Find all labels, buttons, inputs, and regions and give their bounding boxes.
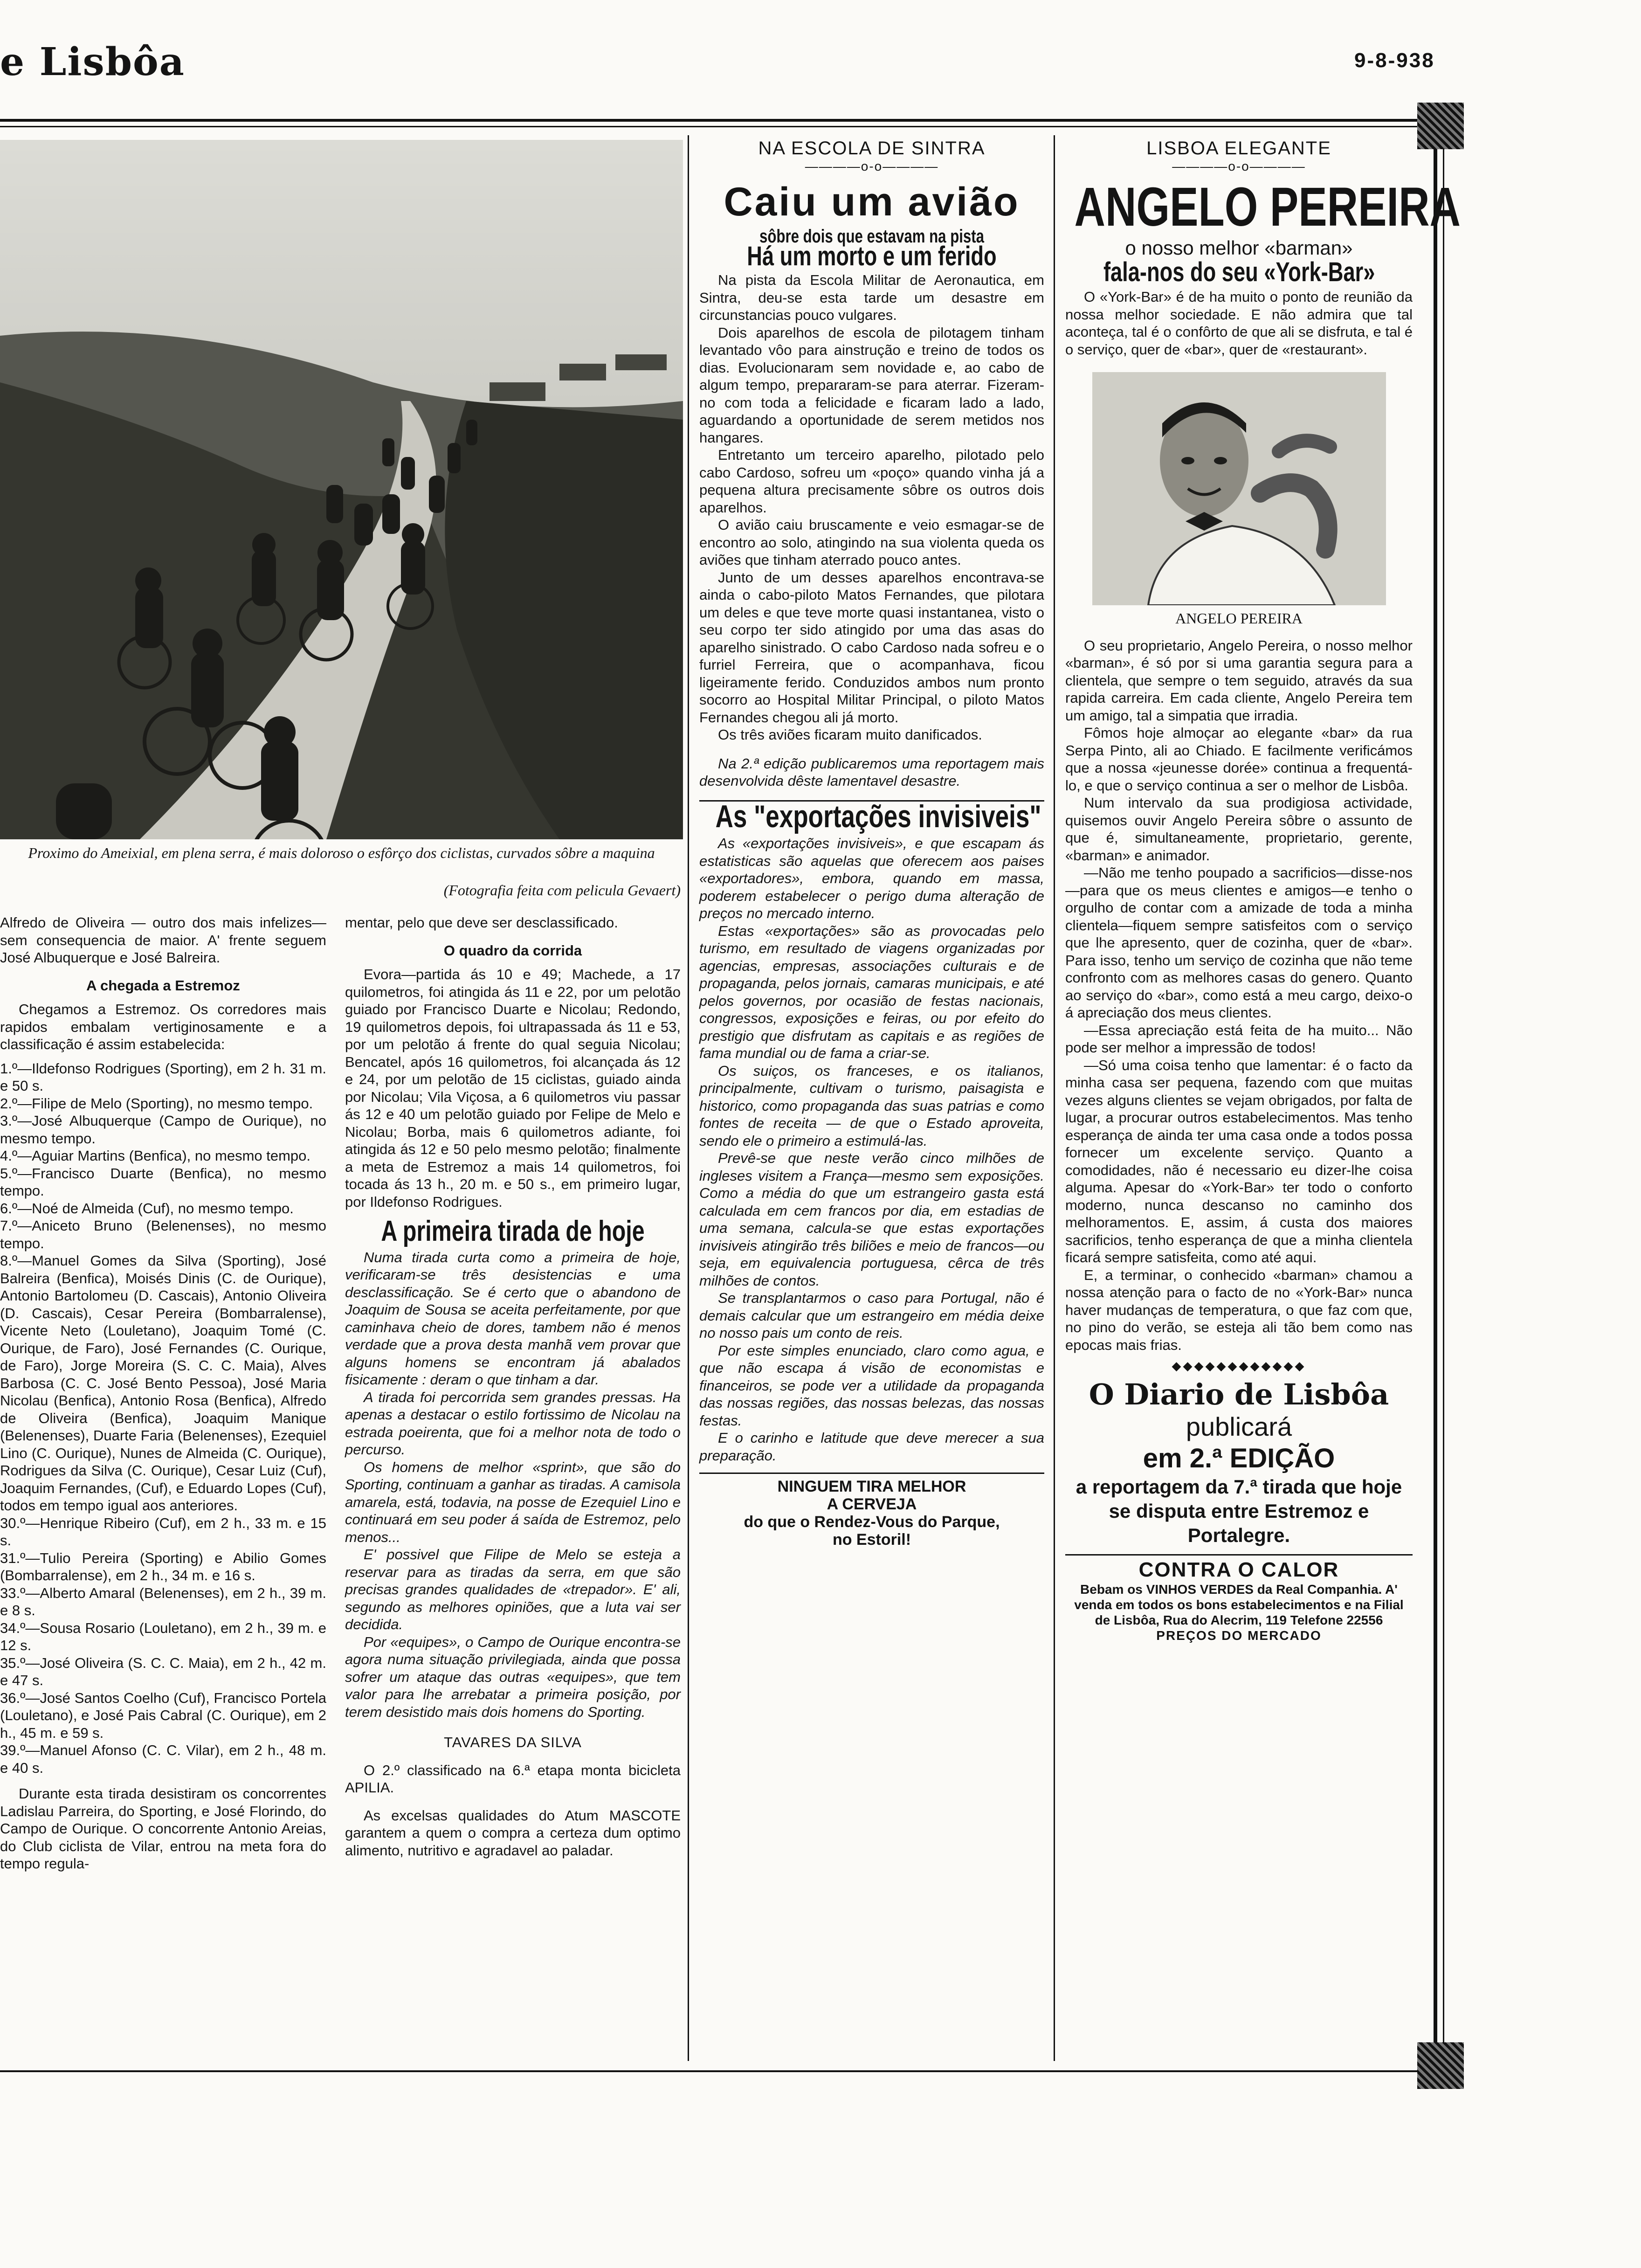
column-rule-2-3 — [688, 135, 689, 2061]
beer-ad-line: no Estoril! — [832, 1531, 911, 1549]
barman-portrait-illustration — [1092, 372, 1386, 605]
apilia-note: O 2.º classificado na 6.ª etapa monta bicicleta APILIA. — [345, 1762, 681, 1796]
cycling-report-column-1 — [0, 914, 326, 1873]
tirada-paragraph: A tirada foi percorrida sem grandes pressas. Ha apenas a destacar o estilo fortissimo de Nicolau na estrada poeirenta, que foi a melhor nota de todo o percurso. — [345, 1389, 681, 1458]
headline-exportacoes: As "exportações invisiveis" — [715, 798, 1041, 834]
header-rule-top — [0, 119, 1417, 122]
promo-line: em 2.ª EDIÇÃO — [1143, 1443, 1335, 1473]
york-intro: O «York-Bar» é de ha muito o ponto de reunião da nossa melhor sociedade. E não admira que tal aconteça, tal é o confôrto de que ali se disfruta, e tal é o serviço, quer de «bar», quer de «restaurant». — [1065, 289, 1413, 358]
result-row: 39.º—Manuel Afonso (C. C. Vilar), em 2 h., 48 m. e 40 s. — [0, 1742, 326, 1776]
ad-divider — [699, 1473, 1044, 1474]
york-paragraph: E, a terminar, o conhecido «barman» chamou a nossa atenção para o facto de no «York-Bar» nunca haver mudanças de temperatura, o que faz com que, no pino do verão, se esteja ali tão bem como nas epocas mais frias. — [1065, 1266, 1413, 1353]
column-rule-3-4 — [1054, 135, 1055, 2061]
beer-ad-line: A CERVEJA — [827, 1495, 917, 1513]
exportacoes-paragraph: Se transplantarmos o caso para Portugal, não é demais calcular que um estrangeiro em média deixe no nosso pais um conto de reis. — [699, 1290, 1044, 1341]
kicker-sintra: NA ESCOLA DE SINTRA — [758, 138, 986, 159]
exportacoes-paragraph: Os suiços, os franceses, e os italianos, principalmente, cultivam o turismo, paisagista e historico, como propaganda das suas patrias e como fontes de receita — de que o Estado aproveita, sendo ele o primeiro a estimulá-las. — [699, 1062, 1044, 1149]
york-paragraph: —Só uma coisa tenho que lamentar: é o facto da minha casa ser pequena, fazendo com que muitas vezes alguns clientes se vejam obrigados, por falta de lugar, a procurar outros estabelecimentos. Mas tenho esperança de ainda ter uma casa onde a todos possa fornecer um excelente serviço. Quanto a comodidades, não é necessario eu dizer-lhe coisa alguma. Apesar do «York-Bar» ter todo o conforto moderno, nunca descanso no caminho dos melhoramentos. E, assim, á custa dos maiores sacrificios, tenho esperança de que a minha clientela ficará sempre satisfeita, como até aqui. — [1065, 1057, 1413, 1265]
york-paragraph: —Não me tenho poupado a sacrificios—disse-nos—para que os meus clientes e amigos—e tenho o orgulho de contar com a amizade de toda a minha clientela—fiquem sempre satisfeitos com o serviço que lhe apresento, quer de cozinha, quer de «bar». Para isso, tenho um serviço de cozinha que não teme confronto com as melhores casas do genero. Quanto ao serviço do «bar», como está a meu cargo, deixo-o á apreciação dos meus clientes. — [1065, 864, 1413, 1021]
headline-angelo-pereira: ANGELO PEREIRA — [1074, 176, 1461, 238]
result-row: 35.º—José Oliveira (S. C. C. Maia), em 2 h., 42 m. e 47 s. — [0, 1654, 326, 1688]
result-row: 5.º—Francisco Duarte (Benfica), no mesmo tempo. — [0, 1165, 326, 1199]
right-border-rule-thin — [1443, 149, 1444, 2042]
classification-list — [0, 1060, 326, 1777]
angelo-pereira-portrait — [1092, 372, 1386, 605]
author-signature: TAVARES DA SILVA — [444, 1734, 582, 1750]
aviation-column — [699, 140, 1044, 1549]
section-title-tirada: A primeira tirada de hoje — [381, 1215, 645, 1247]
issue-date: 9-8-938 — [1354, 49, 1435, 72]
ornament-divider: ◆◆◆◆◆◆◆◆◆◆◆◆ — [1172, 1359, 1306, 1373]
calor-ad-body: Bebam os VINHOS VERDES da Real Companhia. A' venda em todos os bons estabelecimentos e na Filial de Lisbôa, Rua do Alecrim, 119 Telefone 22556 — [1074, 1582, 1404, 1627]
exportacoes-paragraph: Estas «exportações» são as provocadas pelo turismo, em resultado de viagens organizadas por agencias, empresas, associações culturais e de propaganda, pelos jornais, camaras municipais, e até pelos governos, por ocasião de festas nacionais, congressos, exposições e feiras, ou por efeito do prestigio que disfrutam as capitais e as regiões de fama mundial ou de fama a criar-se. — [699, 922, 1044, 1061]
promo-divider — [1065, 1554, 1413, 1556]
aviation-paragraph: Na pista da Escola Militar de Aeronautica, em Sintra, deu-se esta tarde um desastre em circunstancias pouco vulgares. — [699, 272, 1044, 323]
masthead-title: e Lisbôa — [0, 40, 185, 84]
result-row: 4.º—Aguiar Martins (Benfica), no mesmo tempo. — [0, 1148, 311, 1164]
cycling-photo — [0, 140, 683, 839]
footer-rule — [0, 2070, 1417, 2072]
kicker-lisboa-elegante: LISBOA ELEGANTE — [1146, 138, 1331, 159]
result-row: 33.º—Alberto Amaral (Belenenses), em 2 h., 39 m. e 8 s. — [0, 1584, 326, 1618]
calor-ad-footer: PREÇOS DO MERCADO — [1156, 1628, 1322, 1643]
result-row: 6.º—Noé de Almeida (Cuf), no mesmo tempo. — [0, 1200, 294, 1217]
result-row: 1.º—Ildefonso Rodrigues (Sporting), em 2 h. 31 m. e 50 s. — [0, 1060, 326, 1094]
promo-title: O Diario de Lisbôa — [1089, 1377, 1389, 1411]
result-row: 34.º—Sousa Rosario (Louletano), em 2 h., 39 m. e 12 s. — [0, 1619, 326, 1653]
subhead-york-bar: fala-nos do seu «York-Bar» — [1103, 256, 1375, 287]
tirada-paragraph: Por «equipes», o Campo de Ourique encontra-se agora numa situação privilegiada, ainda que possa sofrer um ataque das outras «equipes», que tem valor para lhe arrebatar a primeira posição, por terem desistido mais dois homens do Sporting. — [345, 1633, 681, 1720]
aviation-paragraph: O avião caiu bruscamente e veio esmagar-se de encontro ao solo, atingindo na sua violenta queda os aviões que tinham aterrado pouco antes. — [699, 517, 1044, 568]
result-row: 3.º—José Albuquerque (Campo de Ourique), no mesmo tempo. — [0, 1113, 326, 1147]
mascote-note: As excelsas qualidades do Atum MASCOTE garantem a quem o compra a certeza dum optimo alimento, nutritivo e agradavel ao paladar. — [345, 1807, 681, 1859]
aviation-paragraph: Entretanto um terceiro aparelho, pilotado pelo cabo Cardoso, sofreu um «poço» quando vinha já a pequena altura precisamente sôbre os outros dois aparelhos. — [699, 447, 1044, 516]
aviation-paragraph: Dois aparelhos de escola de pilotagem tinham levantado vôo para ainstrução e treino de todos os dias. Evolucionaram sem novidade e, ao cabo de algum tempo, prepararam-se para aterrar. Fizeram-no com toda a felicidade e ficaram lado a lado, aguardando a oportunidade de serem metidos nos hangares. — [699, 324, 1044, 446]
beer-ad-line: do que o Rendez-Vous do Parque, — [744, 1513, 1000, 1531]
subhead-pista: sôbre dois que estavam na pista — [759, 226, 985, 247]
edition-note: Na 2.ª edição publicaremos uma reportagem mais desenvolvida dêste lamentavel desastre. — [699, 755, 1044, 789]
result-row: 2.º—Filipe de Melo (Sporting), no mesmo tempo. — [0, 1095, 313, 1112]
tirada-paragraph: Os homens de melhor «sprint», que são do Sporting, continuam a ganhar as tiradas. A camisola amarela, está, todavia, na posse de Ezequiel Lino e continuará em seu poder á saída de Estremoz, pelo menos... — [345, 1459, 681, 1545]
header-rule-bottom — [0, 126, 1417, 127]
section-intro-estremoz: Chegamos a Estremoz. Os corredores mais rapidos embalam vertiginosamente e a classificação é assim estabelecida: — [0, 1001, 326, 1052]
right-border-rule — [1434, 149, 1437, 2042]
quadro-text: Evora—partida ás 10 e 49; Machede, a 17 quilometros, foi atingida ás 11 e 22, por um pelotão guiado por Francisco Duarte e Nicolau; Redondo, 19 quilometros depois, foi ultrapassada ás 11 e 53, por um pelotão á frente do qual seguia Nicolau; Bencatel, após 16 quilometros, foi alcançada ás 12 e 24, por um pelotão de 15 ciclistas, guiado ainda por Nicolau; Vila Viçosa, a 6 quilometros viu passar ás 12 e 40 um pelotão guiado por Felipe de Melo e Nicolau; Borba, mais 6 quilometros adiante, foi atingida ás 12 e 50 pelo mesmo pelotão; finalmente a meta de Estremoz a mais 14 quilometros, foi tocada ás 13 h., 20 m. e 50 s., em primeiro lugar, por Ildefonso Rodrigues. — [345, 966, 681, 1210]
aviation-paragraph: Os três aviões ficaram muito danificados. — [718, 726, 982, 743]
result-row: 36.º—José Santos Coelho (Cuf), Francisco Portela (Louletano), e José Pais Cabral (C. Ourique), em 2 h., 45 m. e 59 s. — [0, 1689, 326, 1741]
section-title-estremoz: A chegada a Estremoz — [86, 977, 240, 994]
cycling-report-column-2 — [345, 914, 681, 1859]
subhead-barman: o nosso melhor «barman» — [1125, 237, 1353, 259]
report-closing: Durante esta tirada desistiram os concorrentes Ladislau Parreira, do Sporting, e José Florindo, do Campo de Ourique. O concorrente Antonio Areias, do Club ciclista de Vilar, entrou na meta fora do tempo regula- — [0, 1785, 326, 1872]
result-row: 30.º—Henrique Ribeiro (Cuf), em 2 h., 33 m. e 15 s. — [0, 1514, 326, 1549]
portrait-caption: ANGELO PEREIRA — [1175, 610, 1303, 627]
headline-aviao: Caiu um avião — [724, 180, 1020, 224]
york-paragraph: Num intervalo da sua prodigiosa actividade, quisemos ouvir Angelo Pereira sôbre o assunto de que é, simultaneamente, proprietario, gerente, «barman» e animador. — [1065, 795, 1413, 864]
section-title-quadro: O quadro da corrida — [443, 942, 582, 959]
report-intro: Alfredo de Oliveira — outro dos mais infelizes—sem consequencia de maior. A' frente seguem José Albuquerque e José Balreira. — [0, 914, 326, 966]
york-paragraph: —Essa apreciação está feita de ha muito... Não pode ser melhor a impressão de todos! — [1065, 1022, 1413, 1056]
york-paragraph: O seu proprietario, Angelo Pereira, o nosso melhor «barman», é só por si uma garantia segura para a clientela, que sempre o tem seguido, através da sua rapida carreira. Em cada cliente, Angelo Pereira tem um amigo, tal a simpatia que irradia. — [1065, 637, 1413, 724]
photo-credit: (Fotografia feita com pelicula Gevaert) — [443, 882, 681, 899]
york-bar-column — [1065, 138, 1461, 1643]
tirada-paragraph: E' possivel que Filipe de Melo se esteja a reservar para as tiradas da serra, em que são precisas grandes qualidades de «trepador». E' ali, segundo as melhores opiniões, que a luta vai ser decidida. — [345, 1546, 681, 1632]
report-continuation: mentar, pelo que deve ser desclassificado. — [345, 914, 618, 931]
beer-ad — [699, 1478, 1044, 1549]
york-paragraph: Fômos hoje almoçar ao elegante «bar» da rua Serpa Pinto, ali ao Chiado. E facilmente verificámos que a nossa «jeunesse dorée» continua a frequentá-lo, e que o serviço continua a ser o melhor de Lisbôa. — [1065, 725, 1413, 794]
tirada-paragraph: Numa tirada curta como a primeira de hoje, verificaram-se três desistencias e uma desclassificação. Se é certo que o abandono de Joaquim de Sousa se aceita perfeitamente, por que caminhava cheio de dores, tambem não é menos verdade que a prova desta manhã vem provar que alguns homens se encontram já abalados fisicamente : deram o que tinham a dar. — [345, 1249, 681, 1388]
aviation-paragraph: Junto de um desses aparelhos encontrava-se ainda o cabo-piloto Matos Fernandes, que pilotara um deles e que teve morte quasi instantanea, visto o seu corpo ter sido atingido por uma das asas do aparelho sinistrado. O cabo Cardoso nada sofreu e o furriel Ferreira, que o acompanhava, ficou ligeiramente ferido. Conduzidos ambos num pronto socorro ao Hospital Militar Principal, o piloto Matos Fernandes chegou ali já morto. — [699, 569, 1044, 726]
corner-ornament-bottom — [1417, 2042, 1464, 2089]
kicker-divider: ————o-o———— — [805, 159, 939, 173]
exportacoes-paragraph: As «exportações invisiveis», e que escapam ás estatisticas são aquelas que oferecem aos paises «exportadores», embora, quando em massa, poderem estabelecer o perigo duma alteração de preços no mercado interno. — [699, 835, 1044, 921]
cyclists-on-road-illustration — [0, 140, 683, 839]
exportacoes-paragraph: Por este simples enunciado, claro como agua, e que não escapa á visão de economistas e financeiros, se pode ver a utilidade da propaganda das nossas regiões, das nossas belezas, das nossas festas. — [699, 1342, 1044, 1429]
subhead-morto: Há um morto e um ferido — [747, 241, 997, 271]
promo-line: a reportagem da 7.ª tirada que hoje se disputa entre Estremoz e Portalegre. — [1076, 1475, 1402, 1546]
promo-line: publicará — [1186, 1411, 1292, 1441]
exportacoes-paragraph: E o carinho e latitude que deve merecer a sua preparação. — [699, 1430, 1044, 1464]
kicker-divider: ————o-o———— — [1172, 159, 1306, 173]
corner-ornament-top — [1417, 103, 1464, 149]
result-row: 7.º—Aniceto Bruno (Belenenses), no mesmo tempo. — [0, 1217, 326, 1252]
beer-ad-line: NINGUEM TIRA MELHOR — [777, 1478, 966, 1495]
photo-caption: Proximo do Ameixial, em plena serra, é mais doloroso o esfôrço dos ciclistas, curvados sôbre a maquina — [28, 844, 655, 861]
result-row: 8.º—Manuel Gomes da Silva (Sporting), José Balreira (Benfica), Moisés Dinis (C. de Ourique), Antonio Bartolomeu (D. Cascais), Antonio Oliveira (D. Cascais), Cesar Pereira (Bombarralense), Vicente Neto (Louletano), Joaquim Tomé (C. Ourique, de Faro), José Fernandes (C. Ourique, de Faro), Jorge Moreira (S. C. C. Maia), Alves Barbosa (C. C. José Bento Pessoa), José Maria Nicolau (Benfica), Antonio Rosa (Benfica), Alfredo de Oliveira (Benfica), Joaquim Manique (Belenenses), Duarte Faria (Belenenses), Ezequiel Lino (C. Ourique), Nunes de Almeida (C. Ourique), Rodrigues da Silva (C. Ourique), Cesar Luiz (Cuf), Joaquim Fernandes, (Cuf), e Eduardo Lopes (Cuf), todos em tempo igual aos anteriores. — [0, 1252, 326, 1514]
calor-ad-title: CONTRA O CALOR — [1138, 1558, 1339, 1581]
result-row: 31.º—Tulio Pereira (Sporting) e Abilio Gomes (Bombarralense), em 2 h., 34 m. e 16 s. — [0, 1549, 326, 1583]
exportacoes-paragraph: Prevê-se que neste verão cinco milhões de ingleses visitem a França—mesmo sem exposições. Como a média do que um estrangeiro gasta está calculada em cem francos por dia, em estadias de uma semana, calcula-se que estas exportações invisiveis atingirão três biliões e meio de francos—ou seja, em equivalencia portuguesa, cêrca de três milhões de contos. — [699, 1150, 1044, 1289]
